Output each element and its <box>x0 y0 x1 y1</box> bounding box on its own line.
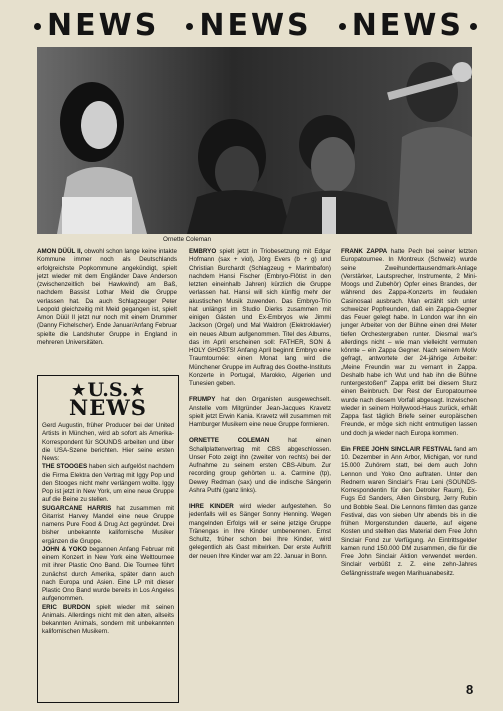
band-photo <box>37 47 472 234</box>
bullet-icon <box>186 23 193 30</box>
article-frank-zappa <box>341 248 477 438</box>
article-body: begannen Anfang Februar mit einem Konzert in New York eine Welttournee mit ihrer Plastic Ono Band. Die Tournee führt zunächst durch Amerika, später dann auch nach Europa und Asien. Eine LP mit dieser Plastic Ono Band wurde bereits in Los Angeles aufgenommen. <box>42 545 174 603</box>
article-body: spielt jetzt in Triobesetzung mit Edgar Hofmann (sax + viol), Jörg Evers (b + g) und Christian Burchardt (Schlagzeug + Marimbafon) nachdem Hansi Fischer (Embryo-Flötist in den letzten eineinhalb Jahren) kürzlich die Gruppe verlassen hat. Hansi will sich künftig mehr der akustischen Musik zuwenden. Das Embryo-Trio hat unlängst im Studio Dierks zusammen mit einigen Gästen und Ex-Embryos wie Jimmi Jackson (Orgel) und Mal Waldron (Elektroklavier) ein neues Album aufgenommen. Titel des Albums, das im April erscheinen soll: FATHER, SON & HOLY GHOSTS! Anfang April beginnt Embryo eine Traumtournée: einen Monat lang wird die Münchener Gruppe im Auftrag des Goethe-Instituts Konzerte in Portugal, Marokko, Algerien und Tunesien geben. <box>189 248 331 387</box>
bullet-icon <box>470 23 477 30</box>
column-2 <box>189 248 331 561</box>
article-lead: JOHN & YOKO <box>42 545 87 553</box>
article-ornette-coleman <box>189 437 331 495</box>
article-lead: ERIC BURDON <box>42 603 91 611</box>
page-number: 8 <box>466 682 474 697</box>
us-news-logo-text: U.S. <box>87 379 129 401</box>
article-lead: ORNETTE COLEMAN <box>189 437 270 445</box>
article-body: hatte Pech bei seiner letzten Europatournee. In Montreux (Schweiz) wurde seine Zweihunderttausendmark-Anlage (Verstärker, Lautsprecher, Instrumente, 2 Mini-Moogs und Zubehör) Opfer eines Brandes, der während des Zappa-Konzerts im feudalen Casinosaal ausbrach. Man erzählt sich unter schweizer Popfreunden, daß ein Zappa-Gegner das Feuer gelegt habe. In London war ihn ein junger Arbeiter von der Bühne einen drei Meter tiefen Orchestergraben runter. Diesmal war's allerdings nicht – wie man vielleicht vermuten könnte – ein Zappa Gegner. Nach seinem Motiv gefragt, antwortete der 24-jährige Arbeiter: „Meine Freundin war zu vernarrt in Zappa. Deshalb habe ich Wut und hab ihn die Bühne runtergestoßen!" Zappa erlitt bei diesem Sturz einen Beinbruch. Der Rest der Europatournee wurde nach diesem Vorfall abgesagt. Inzwischen wieder in seinem Hollywood-Haus zurück, erhält Zappa fast täglich Briefe seiner europäischen Freunde, er möge sich nicht entmutigen lassen und doch ja wieder nach Europa kommen. <box>341 248 477 437</box>
article-lead: THE STOOGES <box>42 463 88 471</box>
column-1 <box>37 248 177 347</box>
us-news-body <box>42 422 174 637</box>
star-icon: ★ <box>71 381 86 399</box>
photo-caption: Ornette Coleman <box>163 236 211 243</box>
article-body: hat den Organisten ausgewechselt. Anstelle vom Mitgründer Jean-Jacques Kravetz spielt jetzt Erwin Kania. Kravetz will zusammen mit Hamburger Musikern eine neue Gruppe formieren. <box>189 396 331 428</box>
us-news-logo-line2: NEWS <box>69 395 147 420</box>
column-3 <box>341 248 477 578</box>
article-lead: Ein FREE JOHN SINCLAIR FESTIVAL <box>341 445 453 453</box>
news-header <box>28 8 483 44</box>
star-icon: ★ <box>130 381 144 399</box>
news-heading-text: NEWS <box>47 8 160 43</box>
article-body: fand am 10. Dezember in Ann Arbor, Michigan, vor rund 15.000 Zuhörern statt, bei dem auch John Lennon und Yoko Ono auftraten. Unter den Rednern waren Sinclair's Frau Leni (SOUNDS-Korrespondentin für den Detroiter Raum), Ex-Fugs Ed Sanders, Allen Ginsburg, Jerry Rubin und Bobble Seal. Die Lennons filmten das ganze Festival, das von sieben Uhr abends bis in die frühen Morgenstunden dauerte, auf eigene Kosten und stellten das Material dem Free John Sinclair Fond zur Verfügung. An Eintrittsgelder kamen rund 150.000 DM zusammen, die für die Free John Sinclair Aktion verwendet werden. Sinclair verbüßt z. Z. eine zehn-Jahres Gefängnisstrafe wegen Marihuanabesitz. <box>341 445 477 577</box>
article-body: hat einen Schallplattenvertrag mit CBS abgeschlossen. Unser Foto zeigt ihn (zweiter von rechts) bei der Aufnahme zu seinem ersten CBS-Album. Zur recording group gehörten u. a. Carmine (tp), Dewey Redman (sax) und die indische Sängerin Ashra Puthi (ganz links). <box>189 437 331 494</box>
us-news-item <box>42 463 174 504</box>
us-news-item <box>42 505 174 546</box>
article-body: hat zusammen mit Gitarrist Harvey Mandel eine neue Gruppe namens Pure Food & Drug Act gegründet. Drei bisher unbekannte kalifornische Musiker ergänzen die Gruppe. <box>42 504 174 545</box>
news-heading-2 <box>180 8 311 44</box>
article-frumpy <box>189 396 331 429</box>
article-lead: IHRE KINDER <box>189 503 234 510</box>
bullet-icon <box>34 23 41 30</box>
news-heading-text: NEWS <box>199 8 312 43</box>
us-news-item <box>42 604 174 637</box>
us-news-box <box>37 375 179 703</box>
news-heading-3 <box>333 8 483 44</box>
article-lead: EMBRYO <box>189 248 217 255</box>
article-lead: FRUMPY <box>189 396 216 404</box>
article-amon-duul <box>37 248 177 347</box>
article-body: haben sich aufgelöst nachdem die Firma Elektra den Vertrag mit Iggy Pop und den Stooges nicht mehr verlängern wollte. Iggy Pop ist jetzt in New York, um eine neue Gruppe auf die Beine zu stellen. <box>42 463 174 504</box>
article-body: obwohl schon lange keine intakte Kommune immer noch als Deutschlands erfolgreichste Popkommune angekündigt, spielt jetzt wieder mit dem Engländer Dave Anderson (zwischenzeitlich bei Hawkwind) am Baß, nachdem Bassist Lothar Meid die Gruppe verlassen hat. Da auch Schlagzeuger Peter Leopold gleichzeitig mit Meid gegangen ist, spielt Amon Düül II jetzt nur noch mit einem Drummer (Danny Fichelscher). Ende Januar/Anfang Februar spielte die Landshuter Gruppe in England in mehreren Universitäten. <box>37 248 178 346</box>
article-body: wird wieder aufgestehen. So jedenfalls will es Sänger Sonny Henning. Wegen mangelnden Erfolgs will er seine jetzige Gruppe Tränengas in Ihre Kinder umbenennen. Ernst Schultz, früher schon bei Ihre Kinder, wird gelegentlich als Gast mitwirken. Der erste Auftritt der neuen Ihre Kinder war am 22. Januar in Bonn. <box>189 503 331 560</box>
photo-illustration <box>37 47 472 234</box>
news-heading-text: NEWS <box>351 8 464 43</box>
article-john-sinclair-festival <box>341 446 477 578</box>
article-lead: FRANK ZAPPA <box>341 248 388 255</box>
article-lead: AMON DÜÜL II, <box>37 248 83 255</box>
us-news-logo <box>42 379 174 419</box>
article-ihre-kinder <box>189 503 331 561</box>
us-news-intro: Gerd Augustin, früher Producer bei der United Artists in München, wird ab sofort als Amerika-Korrespondent für SOUNDS arbeiten und über die USA-Szene berichten. Hier seine ersten News: <box>42 422 174 462</box>
us-news-item <box>42 546 174 604</box>
article-lead: SUGARCANE HARRIS <box>42 504 112 512</box>
bullet-icon <box>339 23 346 30</box>
article-embryo <box>189 248 331 388</box>
news-heading-1 <box>28 8 159 44</box>
article-body: spielt wieder mit seinen Animals. Allerdings nicht mit den alten, allseits bekannten Animals, sondern mit unbekannten kalifornischen Musikern. <box>42 603 174 636</box>
